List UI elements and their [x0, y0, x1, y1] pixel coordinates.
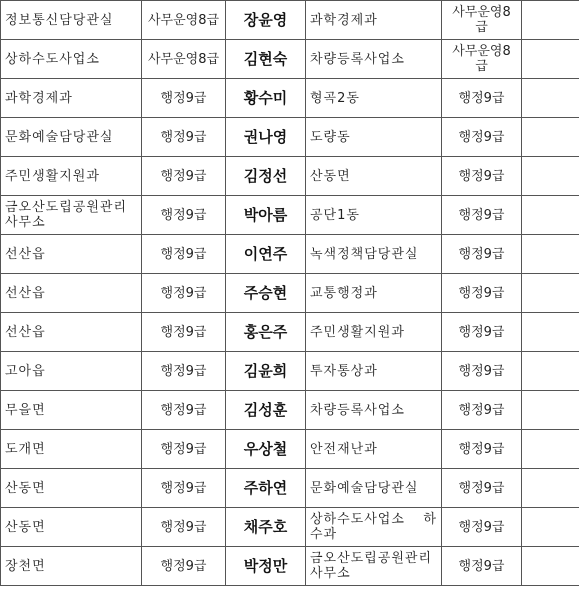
- to-grade-cell: 행정9급: [442, 118, 522, 157]
- from-grade-cell: 행정9급: [142, 79, 226, 118]
- table-row: [1, 274, 579, 313]
- name-cell: 주승현: [226, 274, 306, 313]
- from-dept-cell: 선산읍: [1, 313, 142, 352]
- table-row: [1, 1, 579, 40]
- table-row: [1, 196, 579, 235]
- name-cell: 김현숙: [226, 40, 306, 79]
- name-cell: 김윤희: [226, 352, 306, 391]
- from-grade-cell: 행정9급: [142, 157, 226, 196]
- blank-cell: [522, 430, 579, 469]
- blank-cell: [522, 469, 579, 508]
- table-row: [1, 391, 579, 430]
- from-grade-cell: 행정9급: [142, 469, 226, 508]
- to-grade-cell: 행정9급: [442, 469, 522, 508]
- from-dept-cell: 주민생활지원과: [1, 157, 142, 196]
- table-row: [1, 469, 579, 508]
- from-dept-cell: 도개면: [1, 430, 142, 469]
- from-grade-cell: 사무운영8급: [142, 1, 226, 40]
- blank-cell: [522, 118, 579, 157]
- to-grade-cell: 행정9급: [442, 547, 522, 586]
- table-row: [1, 313, 579, 352]
- table-row: [1, 235, 579, 274]
- name-cell: 주하연: [226, 469, 306, 508]
- from-grade-cell: 행정9급: [142, 430, 226, 469]
- from-grade-cell: 행정9급: [142, 274, 226, 313]
- name-cell: 우상철: [226, 430, 306, 469]
- table-row: [1, 157, 579, 196]
- blank-cell: [522, 157, 579, 196]
- table-row: [1, 40, 579, 79]
- name-cell: 권나영: [226, 118, 306, 157]
- to-dept-cell: 안전재난과: [306, 430, 442, 469]
- name-cell: 김정선: [226, 157, 306, 196]
- from-grade-cell: 행정9급: [142, 508, 226, 547]
- blank-cell: [522, 79, 579, 118]
- to-dept-cell: 차량등록사업소: [306, 40, 442, 79]
- to-grade-cell: 행정9급: [442, 391, 522, 430]
- to-dept-cell: 형곡2동: [306, 79, 442, 118]
- from-grade-cell: 행정9급: [142, 196, 226, 235]
- from-grade-cell: 행정9급: [142, 235, 226, 274]
- from-grade-cell: 행정9급: [142, 118, 226, 157]
- to-dept-cell: 상하수도사업소 하수과: [306, 508, 442, 547]
- blank-cell: [522, 1, 579, 40]
- to-dept-cell: 교통행정과: [306, 274, 442, 313]
- to-dept-cell: 차량등록사업소: [306, 391, 442, 430]
- from-dept-cell: 선산읍: [1, 235, 142, 274]
- to-grade-cell: 행정9급: [442, 79, 522, 118]
- from-grade-cell: 사무운영8급: [142, 40, 226, 79]
- from-dept-cell: 산동면: [1, 508, 142, 547]
- to-dept-cell: 주민생활지원과: [306, 313, 442, 352]
- blank-cell: [522, 313, 579, 352]
- to-grade-cell: 행정9급: [442, 274, 522, 313]
- name-cell: 박아름: [226, 196, 306, 235]
- blank-cell: [522, 40, 579, 79]
- from-dept-cell: 과학경제과: [1, 79, 142, 118]
- name-cell: 이연주: [226, 235, 306, 274]
- roster-body: [1, 1, 579, 586]
- to-grade-cell: 사무운영8급: [442, 40, 522, 79]
- name-cell: 홍은주: [226, 313, 306, 352]
- blank-cell: [522, 196, 579, 235]
- table-row: [1, 430, 579, 469]
- from-dept-cell: 문화예술담당관실: [1, 118, 142, 157]
- blank-cell: [522, 547, 579, 586]
- name-cell: 채주호: [226, 508, 306, 547]
- table-row: [1, 118, 579, 157]
- from-dept-cell: 고아읍: [1, 352, 142, 391]
- to-dept-cell: 금오산도립공원관리사무소: [306, 547, 442, 586]
- to-grade-cell: 행정9급: [442, 313, 522, 352]
- table-row: [1, 547, 579, 586]
- to-dept-cell: 공단1동: [306, 196, 442, 235]
- from-grade-cell: 행정9급: [142, 313, 226, 352]
- to-dept-cell: 도량동: [306, 118, 442, 157]
- to-dept-cell: 과학경제과: [306, 1, 442, 40]
- to-dept-cell: 산동면: [306, 157, 442, 196]
- table-row: [1, 508, 579, 547]
- from-grade-cell: 행정9급: [142, 391, 226, 430]
- from-dept-cell: 상하수도사업소: [1, 40, 142, 79]
- to-grade-cell: 행정9급: [442, 508, 522, 547]
- from-grade-cell: 행정9급: [142, 352, 226, 391]
- to-dept-cell: 문화예술담당관실: [306, 469, 442, 508]
- to-grade-cell: 행정9급: [442, 235, 522, 274]
- name-cell: 장윤영: [226, 1, 306, 40]
- from-dept-cell: 선산읍: [1, 274, 142, 313]
- to-grade-cell: 행정9급: [442, 157, 522, 196]
- blank-cell: [522, 391, 579, 430]
- blank-cell: [522, 352, 579, 391]
- from-dept-cell: 무을면: [1, 391, 142, 430]
- from-dept-cell: 정보통신담당관실: [1, 1, 142, 40]
- to-dept-cell: 녹색정책담당관실: [306, 235, 442, 274]
- from-dept-cell: 산동면: [1, 469, 142, 508]
- from-dept-cell: 장천면: [1, 547, 142, 586]
- from-grade-cell: 행정9급: [142, 547, 226, 586]
- table-row: [1, 79, 579, 118]
- from-dept-cell: 금오산도립공원관리사무소: [1, 196, 142, 235]
- to-grade-cell: 행정9급: [442, 352, 522, 391]
- blank-cell: [522, 235, 579, 274]
- to-grade-cell: 행정9급: [442, 430, 522, 469]
- blank-cell: [522, 274, 579, 313]
- name-cell: 김성훈: [226, 391, 306, 430]
- name-cell: 박정만: [226, 547, 306, 586]
- table-row: [1, 352, 579, 391]
- to-dept-cell: 투자통상과: [306, 352, 442, 391]
- name-cell: 황수미: [226, 79, 306, 118]
- to-grade-cell: 행정9급: [442, 196, 522, 235]
- to-grade-cell: 사무운영8급: [442, 1, 522, 40]
- blank-cell: [522, 508, 579, 547]
